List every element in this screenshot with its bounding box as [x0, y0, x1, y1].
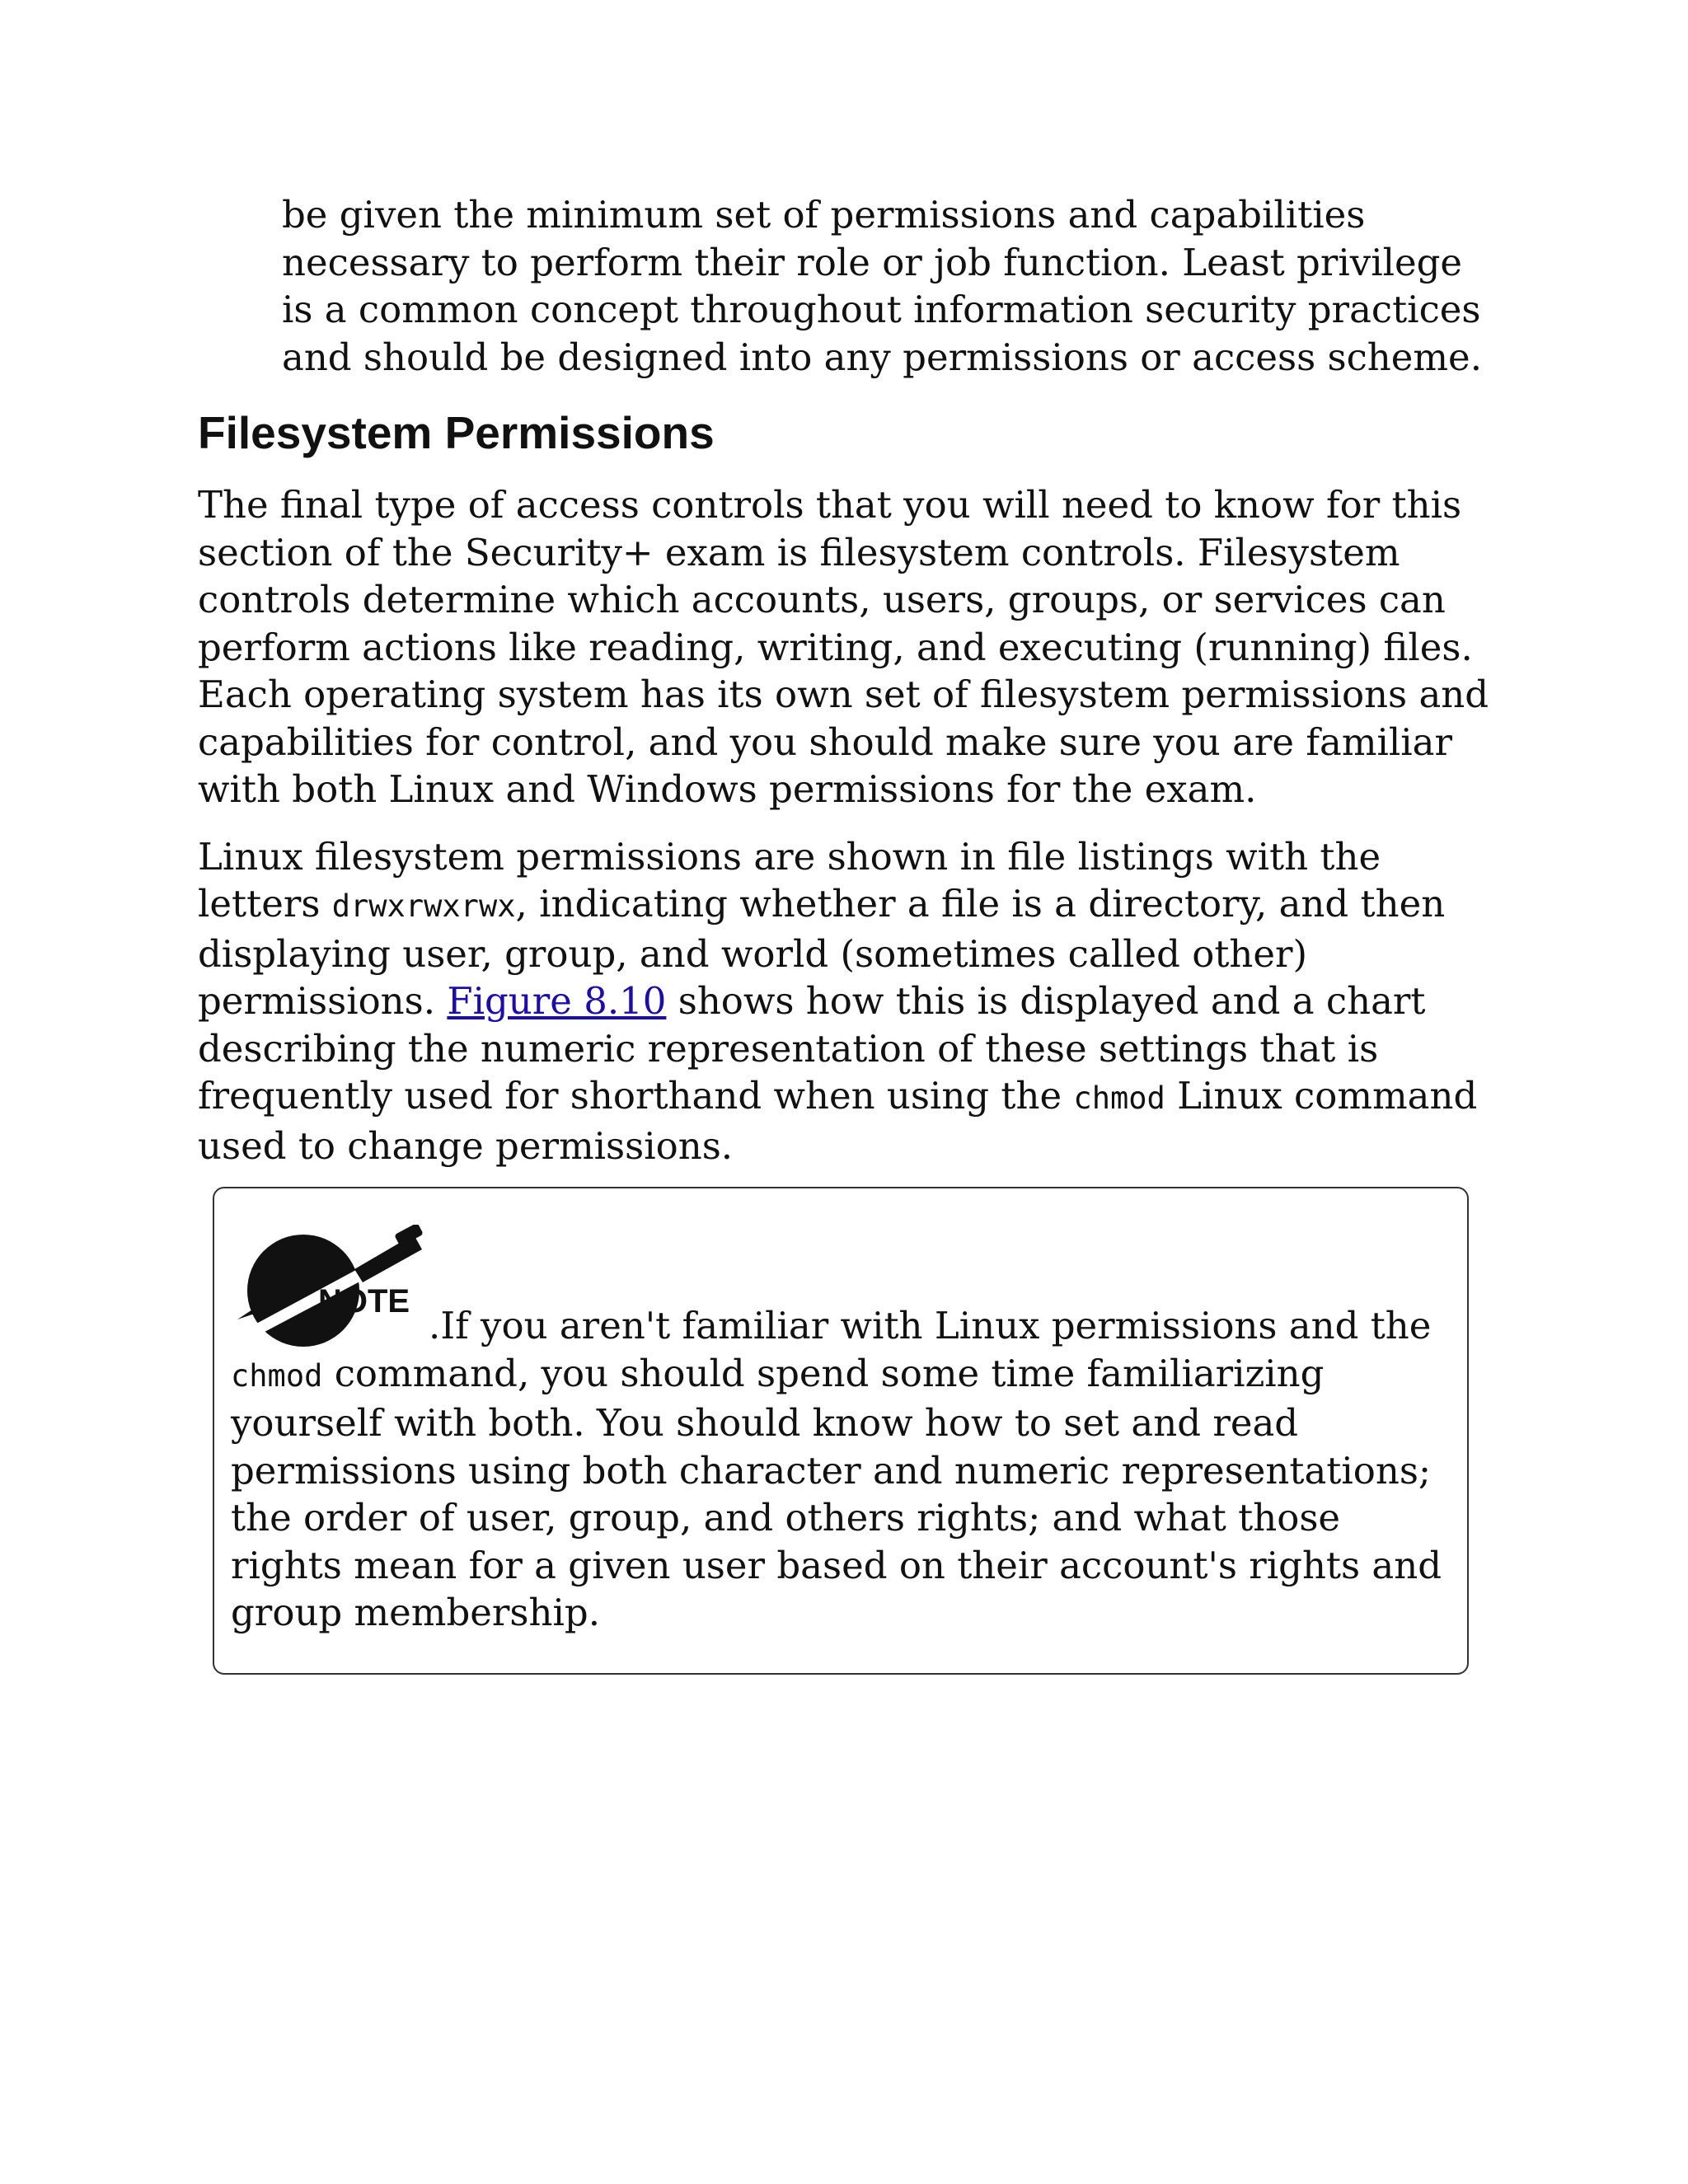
page-content — [198, 191, 1500, 1169]
paragraph-linux-permissions — [198, 833, 1500, 1170]
paragraph-filesystem-controls: The final type of access controls that you will need to know for this section of the Security+ exam is filesystem controls. Filesystem controls determine which accounts, users, groups, or services can perform actions like reading, writing, and executing (running) files. Each operating system has its own set of filesystem permissions and capabilities for control, and you should make sure you are familiar with both Linux and Windows permissions for the exam. — [198, 483, 1489, 811]
code-drwxrwxrwx: drwxrwxrwx — [331, 888, 516, 924]
note-box — [213, 1187, 1469, 1675]
note-lead: . — [429, 1304, 441, 1347]
note-text — [231, 1225, 1451, 1637]
text-segment: If you aren't familiar with Linux permissions and the — [440, 1304, 1432, 1347]
text-segment: shows how this is displayed and a chart describing the numeric representation of these settings that is frequently used for shorthand when using the — [198, 979, 1426, 1118]
text-segment: , indicating whether a file is a directory, and then displaying user, group, and world (sometimes called other) permissions. — [198, 882, 1446, 1023]
text-segment: Linux command used to change permissions. — [198, 1074, 1478, 1168]
section-heading: Filesystem Permissions — [198, 407, 715, 458]
intro-paragraph: be given the minimum set of permissions and capabilities necessary to perform their role or job function. Least privilege is a common concept throughout information security practices and should be designed into any permissions or access scheme. — [282, 193, 1482, 379]
note-icon-label: NOTE — [318, 1283, 410, 1319]
code-chmod: chmod — [1073, 1080, 1165, 1116]
note-icon — [231, 1225, 429, 1348]
text-segment: command, you should spend some time familiarizing yourself with both. You should know how to set and read permissions using both character and numeric representations; the order of user, group, and others rights; and what those rights mean for a given user based on their account's rights and group membership. — [231, 1351, 1442, 1634]
text-segment: Linux filesystem permissions are shown in file listings with the letters — [198, 834, 1381, 926]
code-chmod-note: chmod — [231, 1357, 323, 1394]
figure-link[interactable]: Figure 8.10 — [447, 979, 667, 1023]
